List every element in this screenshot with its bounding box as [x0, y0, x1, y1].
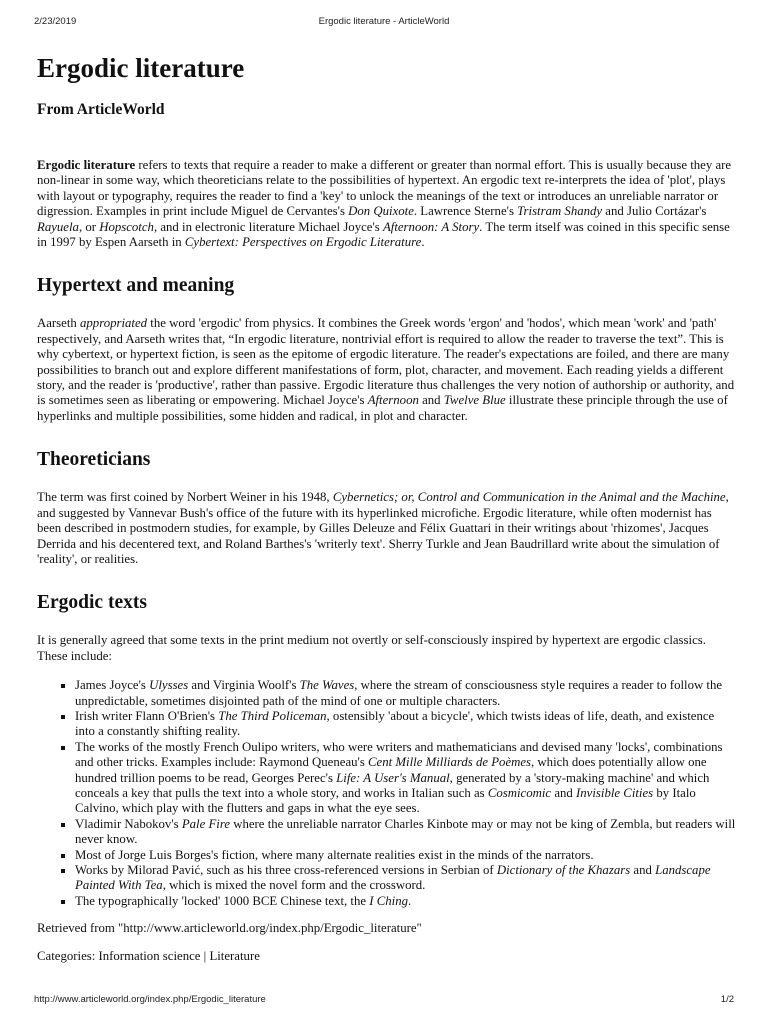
article-title: Ergodic literature [37, 53, 245, 83]
categories: Categories: Information science | Literature [37, 948, 260, 963]
theoreticians-paragraph: The term was first coined by Norbert Weiner in his 1948, Cybernetics; or, Control and Communication in the Animal and the Machine, and suggested by Vannevar Bush's office of the future with its hyperlinked microfiche. Ergodic literature, while often modernist has been described in postmodern studies, for example, by Gilles Deleuze and Félix Guattari in their writings about 'rhizomes', Jacques Derrida and his decentered text, and Roland Barthes's 'writerly text'. Sherry Turkle and Jean Baudrillard write about the simulation of 'reality', or realities. [37, 490, 729, 566]
print-page-title: Ergodic literature - ArticleWorld [318, 16, 450, 27]
bullet-icon [61, 684, 65, 688]
list-item: James Joyce's Ulysses and Virginia Woolf's The Waves, where the stream of consciousness style requires a reader to follow the unpredictable, sometimes disjointed path of the mind of one or multiple characters. [75, 678, 736, 709]
categories-label: Categories: [37, 948, 99, 963]
list-item: Irish writer Flann O'Brien's The Third Policeman, ostensibly 'about a bicycle', which twists ideas of life, death, and existence into a constantly shifting reality. [75, 709, 736, 740]
section-heading-theoreticians: Theoreticians [37, 449, 151, 471]
list-item: Vladimir Nabokov's Pale Fire where the unreliable narrator Charles Kinbote may or may not be king of Zembla, but readers will never know. [75, 817, 736, 848]
print-date: 2/23/2019 [34, 16, 77, 27]
ergodic-texts-intro: It is generally agreed that some texts in the print medium not overtly or self-consciously inspired by hypertext are ergodic classics. These include: [37, 633, 706, 663]
list-item: Works by Milorad Pavić, such as his three cross-referenced versions in Serbian of Dictionary of the Khazars and Landscape Painted With Tea, which is mixed the novel form and the crossword. [75, 863, 736, 894]
term-bold: Ergodic literature [37, 158, 136, 172]
page-number: 1/2 [720, 994, 734, 1005]
list-item: Most of Jorge Luis Borges's fiction, where many alternate realities exist in the minds of the narrators. [75, 848, 736, 863]
section-heading-hypertext: Hypertext and meaning [37, 275, 235, 297]
list-item: The works of the mostly French Oulipo writers, who were writers and mathematicians and devised many 'locks', combinations and other tricks. Examples include: Raymond Queneau's Cent Mille Milliards de Poèmes, which does potentially allow one hundred trillion poems to be read, Georges Perec's Life: A User's Manual, generated by a 'story-making machine' and which conceals a key that pulls the text into a whole story, and works in Italian such as Cosmicomic and Invisible Cities by Italo Calvino, which play with the flutters and gaps in what the eye sees. [75, 740, 736, 817]
bullet-icon [61, 900, 65, 904]
bullet-icon [61, 869, 65, 873]
bullet-icon [61, 854, 65, 858]
print-url: http://www.articleworld.org/index.php/Ergodic_literature [34, 994, 266, 1005]
print-footer [34, 994, 734, 1008]
category-link-information-science[interactable]: Information science [98, 948, 201, 963]
intro-paragraph: Ergodic literature refers to texts that require a reader to make a different or greater than normal effort. This is usually because they are non-linear in some way, which theoreticians relate to the possibilities of hypertext. An ergodic text re-interprets the idea of 'plot', plays with layout or typography, requires the reader to find a 'key' to unlock the meanings of the text or introduces an unreliable narrator or digression. Examples in print include Miguel de Cervantes's Don Quixote. Lawrence Sterne's Tristram Shandy and Julio Cortázar's Rayuela, or Hopscotch, and in electronic literature Michael Joyce's Afternoon: A Story. The term itself was coined in this specific sense in 1997 by Espen Aarseth in Cybertext: Perspectives on Ergodic Literature. [37, 158, 732, 250]
bullet-icon [61, 746, 65, 750]
ergodic-texts-list [37, 678, 736, 909]
hypertext-paragraph: Aarseth appropriated the word 'ergodic' from physics. It combines the Greek words 'ergon' and 'hodos', which mean 'work' and 'path' respectively, and Aarseth writes that, “In ergodic literature, nontrivial effort is required to allow the reader to traverse the text”. This is why cybertext, or hypertext fiction, is seen as the epitome of ergodic literature. The reader's expectations are foiled, and there are many possibilities to branch out and explore different manifestations of form, plot, character, and movement. Each reading yields a different story, and the reader is 'productive', rather than passive. Ergodic literature thus challenges the very notion of authorship or authority, and is sometimes seen as liberating or empowering. Michael Joyce's Afternoon and Twelve Blue illustrate these principle through the use of hyperlinks and multiple possibilities, some hidden and radical, in plot and character. [37, 316, 735, 423]
bullet-icon [61, 715, 65, 719]
retrieved-from: Retrieved from "http://www.articleworld.org/index.php/Ergodic_literature" [37, 921, 422, 936]
article-content [37, 50, 736, 978]
bullet-icon [61, 823, 65, 827]
list-item: The typographically 'locked' 1000 BCE Chinese text, the I Ching. [75, 894, 736, 909]
section-heading-ergodic-texts: Ergodic texts [37, 592, 147, 614]
category-link-literature[interactable]: Literature [209, 948, 260, 963]
print-header [34, 16, 734, 30]
article-source: From ArticleWorld [37, 101, 165, 118]
